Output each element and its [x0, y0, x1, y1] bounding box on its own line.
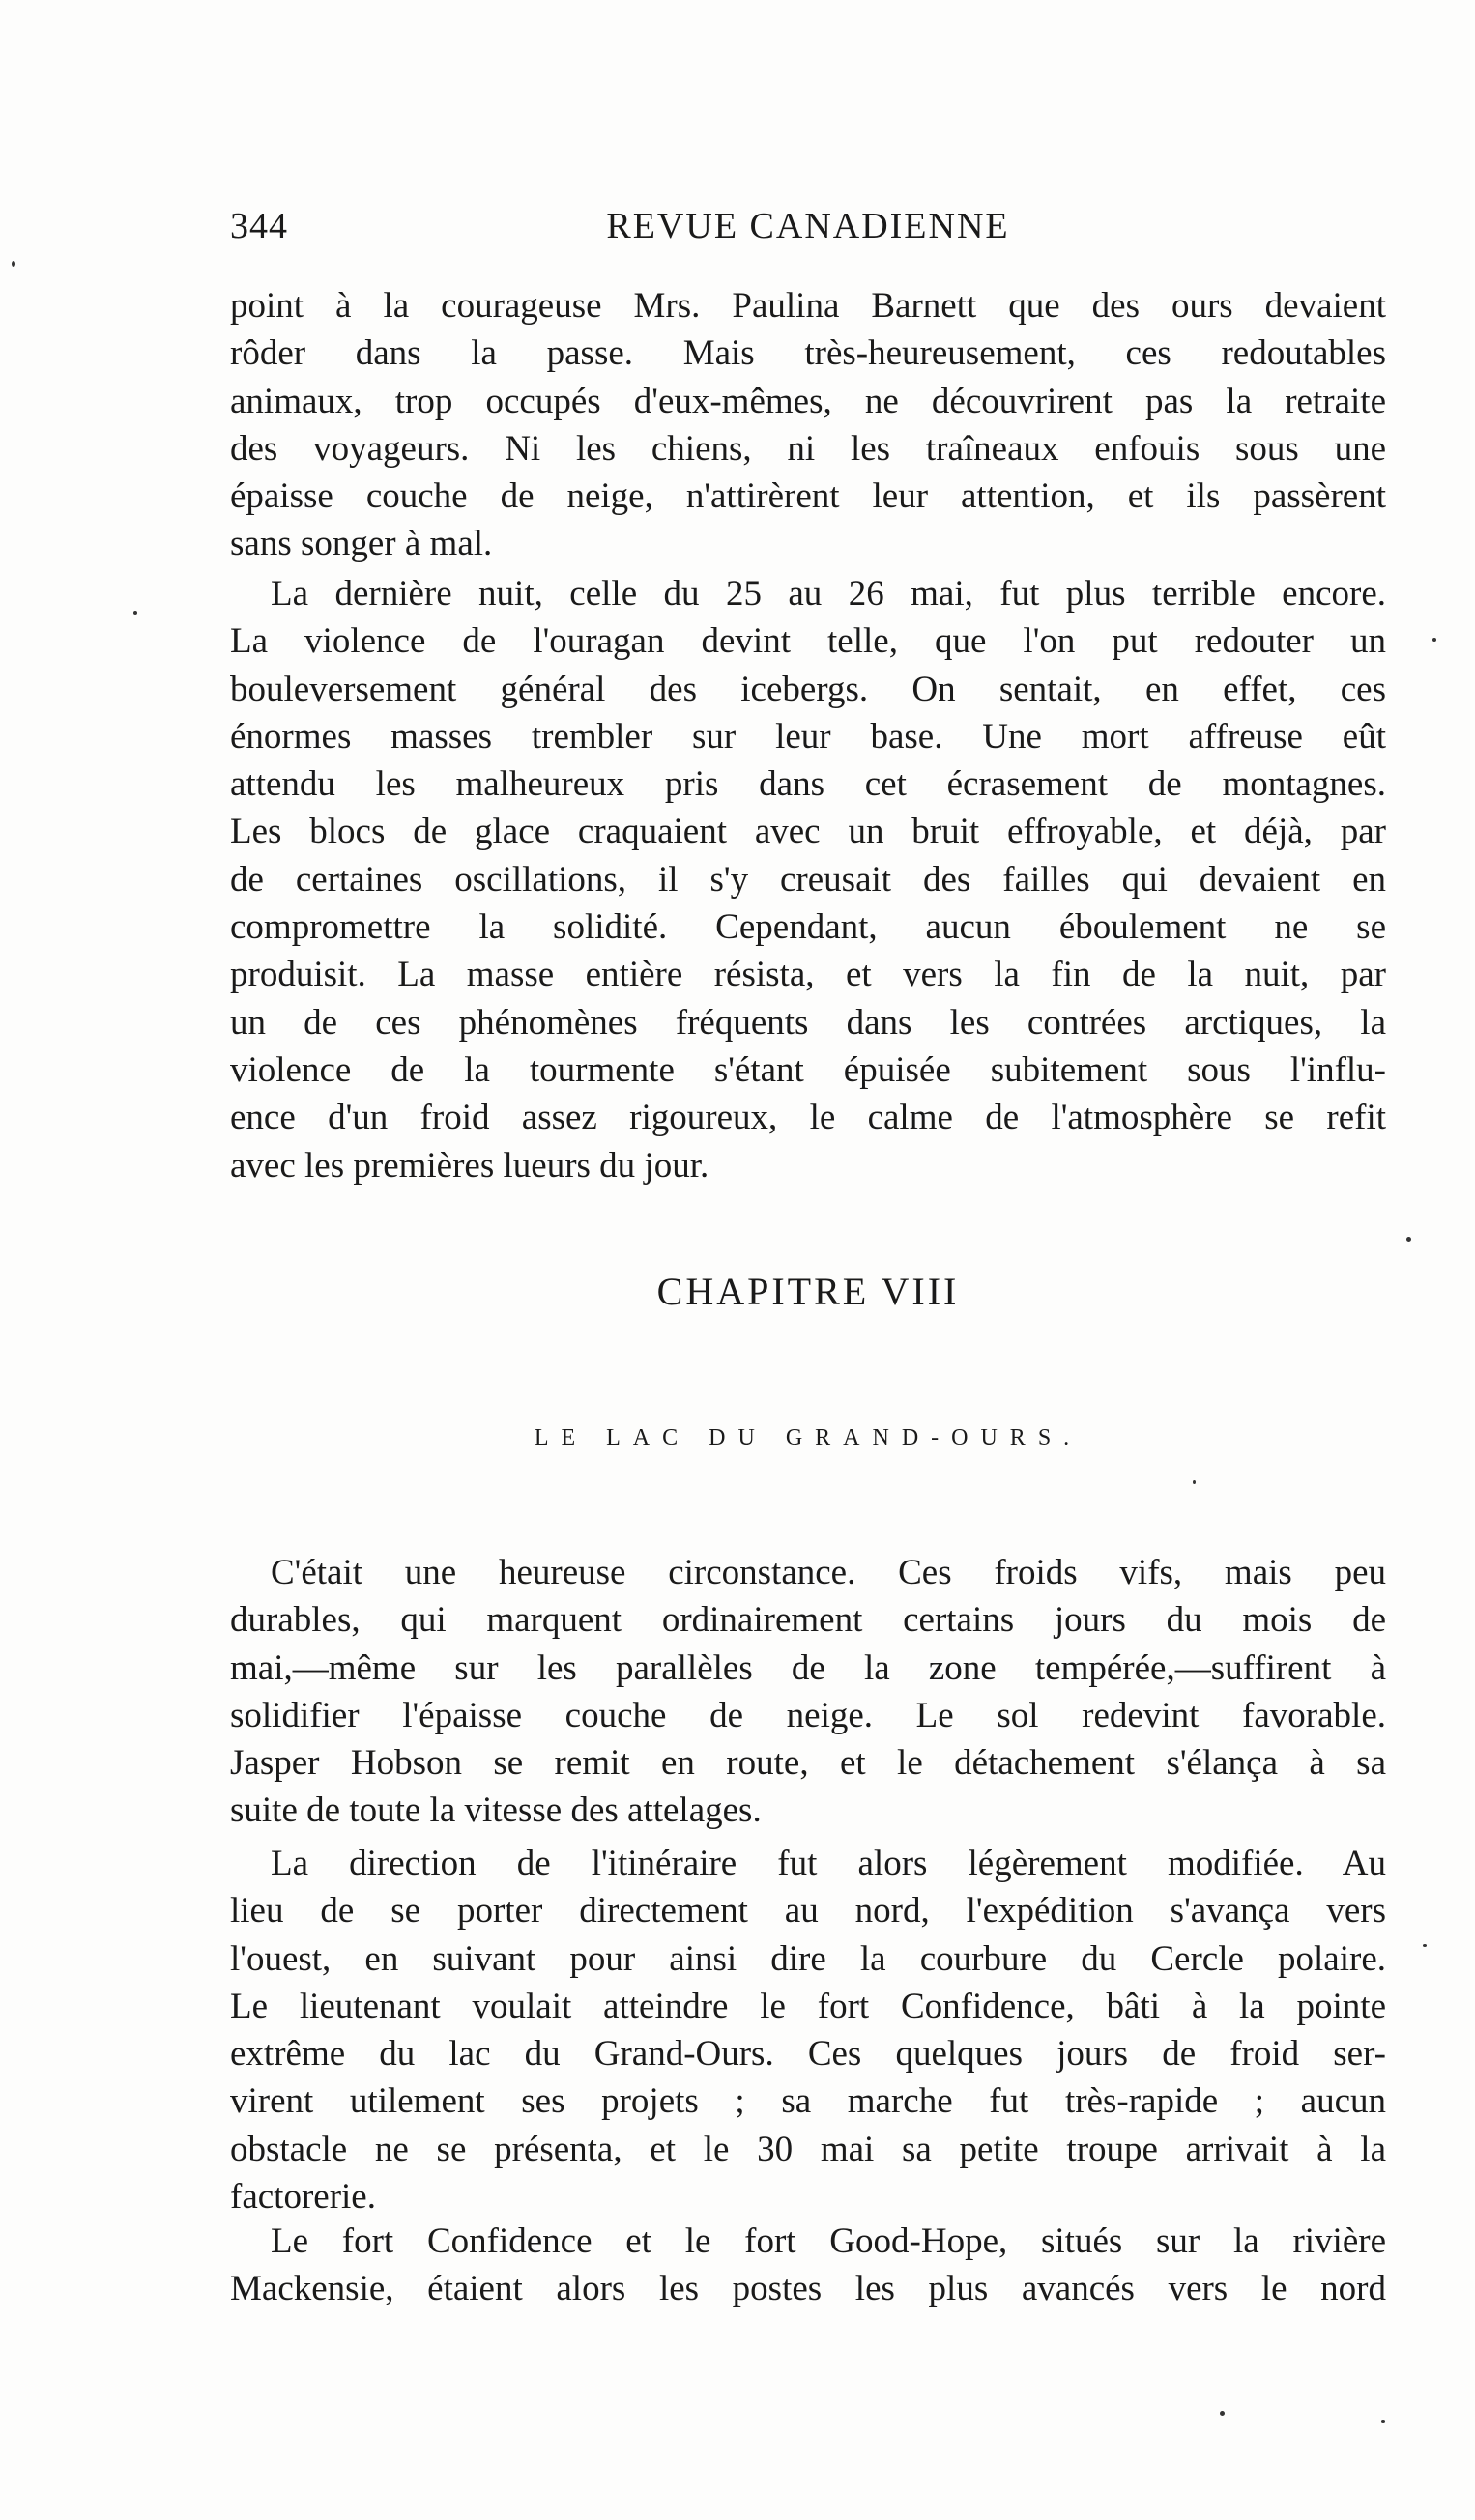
page-number: 344 [230, 206, 288, 246]
text-line: rôder dans la passe. Mais très-heureusement, ces redoutables [230, 333, 1386, 374]
text-line: attendu les malheureux pris dans cet écrasement de montagnes. [230, 764, 1386, 805]
scan-speck [1381, 2420, 1385, 2423]
text-line: des voyageurs. Ni les chiens, ni les traîneaux enfouis sous une [230, 428, 1386, 469]
text-line: obstacle ne se présenta, et le 30 mai sa petite troupe arrivait à la [230, 2129, 1386, 2169]
paragraph-4 [230, 1840, 1386, 2220]
text-line: Mackensie, étaient alors les postes les plus avancés vers le nord [230, 2269, 1386, 2309]
paragraph-1 [230, 282, 1386, 568]
text-line: La violence de l'ouragan devint telle, que l'on put redouter un [230, 621, 1386, 662]
text-line: de certaines oscillations, il s'y creusait des failles qui devaient en [230, 859, 1386, 900]
text-line: Le fort Confidence et le fort Good-Hope, situés sur la rivière [271, 2221, 1386, 2261]
text-line: extrême du lac du Grand-Ours. Ces quelques jours de froid ser- [230, 2034, 1386, 2075]
text-line: virent utilement ses projets ; sa marche fut très-rapide ; aucun [230, 2081, 1386, 2122]
scan-speck [1406, 1237, 1411, 1242]
text-line: ence d'un froid assez rigoureux, le calme de l'atmosphère se refit [230, 1098, 1386, 1138]
text-line: factorerie. [230, 2177, 376, 2218]
text-line: épaisse couche de neige, n'attirèrent leur attention, et ils passèrent [230, 476, 1386, 517]
scan-speck [1432, 638, 1436, 642]
chapter-heading: CHAPITRE VIII [656, 1270, 960, 1313]
text-line: énormes masses trembler sur leur base. Une mort affreuse eût [230, 716, 1386, 757]
scan-speck [1193, 1480, 1196, 1484]
text-line: Les blocs de glace craquaient avec un bruit effroyable, et déjà, par [230, 812, 1386, 852]
text-line: solidifier l'épaisse couche de neige. Le sol redevint favorable. [230, 1695, 1386, 1735]
text-line: produisit. La masse entière résista, et vers la fin de la nuit, par [230, 955, 1386, 995]
text-line: mai,—même sur les parallèles de la zone tempérée,—suffirent à [230, 1647, 1386, 1688]
paragraph-2 [230, 570, 1386, 1189]
text-line: l'ouest, en suivant pour ainsi dire la courbure du Cercle polaire. [230, 1938, 1386, 1979]
running-title: REVUE CANADIENNE [606, 206, 1010, 246]
scan-speck [12, 261, 15, 267]
text-line: lieu de se porter directement au nord, l'expédition s'avança vers [230, 1891, 1386, 1932]
text-line: animaux, trop occupés d'eux-mêmes, ne découvrirent pas la retraite [230, 381, 1386, 421]
page-header [230, 205, 1386, 253]
text-line: Le lieutenant voulait atteindre le fort Confidence, bâti à la pointe [230, 1986, 1386, 2026]
chapter-subtitle: LE LAC DU GRAND-OURS. [534, 1425, 1083, 1450]
paragraph-5 [230, 2218, 1386, 2313]
text-line: sans songer à mal. [230, 524, 493, 564]
text-line: un de ces phénomènes fréquents dans les contrées arctiques, la [230, 1002, 1386, 1043]
text-line: C'était une heureuse circonstance. Ces froids vifs, mais peu [271, 1553, 1386, 1592]
text-line: Jasper Hobson se remit en route, et le détachement s'élança à sa [230, 1743, 1386, 1784]
text-line: durables, qui marquent ordinairement certains jours du mois de [230, 1600, 1386, 1641]
text-line: bouleversement général des icebergs. On sentait, en effet, ces [230, 669, 1386, 709]
paragraph-3 [230, 1549, 1386, 1835]
scan-speck [1220, 2411, 1225, 2416]
text-line: La direction de l'itinéraire fut alors légèrement modifiée. Au [271, 1844, 1386, 1883]
scan-speck [1423, 1944, 1427, 1947]
text-line: avec les premières lueurs du jour. [230, 1145, 709, 1186]
text-line: point à la courageuse Mrs. Paulina Barnett que des ours devaient [230, 286, 1386, 326]
text-line: La dernière nuit, celle du 25 au 26 mai, fut plus terrible encore. [271, 574, 1386, 614]
text-line: suite de toute la vitesse des attelages. [230, 1790, 762, 1831]
scan-speck [133, 611, 137, 615]
text-line: violence de la tourmente s'étant épuisée subitement sous l'influ- [230, 1049, 1386, 1090]
text-line: compromettre la solidité. Cependant, aucun éboulement ne se [230, 907, 1386, 948]
